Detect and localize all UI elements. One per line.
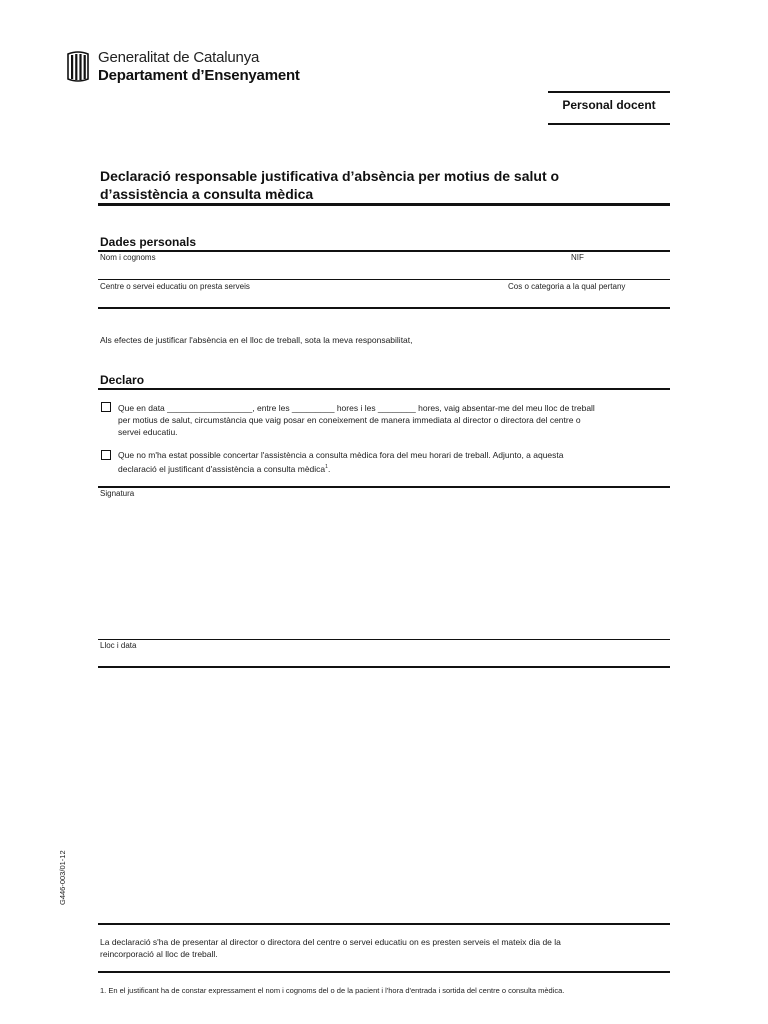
- health-absence-line-2: per motius de salut, circumstància que vaig posar en coneixement de manera immediata al director o directora del centre o: [118, 415, 581, 425]
- place-date-rule: [98, 666, 670, 668]
- declaro-heading-rule: [98, 388, 670, 390]
- form-title: [100, 167, 660, 203]
- personal-heading-rule: [98, 250, 670, 252]
- footnote-text: 1. En el justificant ha de constar expressament el nom i cognoms del o de la pacient i l'hora d'entrada i sortida del centre o consulta mèdica.: [100, 986, 565, 995]
- health-absence-checkbox[interactable]: [101, 402, 111, 412]
- category-field-label: Cos o categoria a la qual pertany: [508, 282, 626, 291]
- footer-note: [100, 936, 668, 960]
- place-date-label: Lloc i data: [100, 641, 137, 650]
- signature-area[interactable]: [100, 500, 668, 636]
- medical-appointment-text: [118, 449, 670, 475]
- title-line-1: Declaració responsable justificativa d’absència per motius de salut o: [100, 168, 560, 184]
- name-row-rule: [98, 279, 670, 280]
- medical-appointment-line-2-text: declaració el justificant d'assistència a consulta mèdica: [118, 463, 326, 474]
- place-date-field[interactable]: [100, 651, 668, 665]
- medical-appointment-line-1: Que no m'ha estat possible concertar l'assistència a consulta mèdica fora del meu horari de treball. Adjunto, a aquesta: [118, 450, 564, 460]
- catalan-flag-logo-icon: [64, 51, 92, 83]
- tag-bottom-rule: [548, 123, 670, 125]
- intro-text: Als efectes de justificar l'absència en el lloc de treball, sota la meva responsabilitat,: [100, 335, 413, 345]
- form-code: G446-003/01-12: [58, 850, 67, 905]
- centre-field[interactable]: [100, 291, 500, 306]
- department-name: Departament d’Ensenyament: [98, 67, 300, 84]
- footer-bottom-rule: [98, 971, 670, 973]
- title-rule: [98, 203, 670, 206]
- health-absence-line-1: Que en data __________________, entre les _________ hores i les ________ hores, vaig absentar-me del meu lloc de treball: [118, 403, 595, 413]
- title-line-2: d’assistència a consulta mèdica: [100, 186, 314, 202]
- health-absence-line-3: servei educatiu.: [118, 427, 178, 437]
- name-field[interactable]: [100, 262, 570, 278]
- medical-appointment-line-2: [118, 461, 670, 475]
- signature-label: Signatura: [100, 489, 135, 498]
- footer-note-line-1: La declaració s'ha de presentar al director o directora del centre o servei educatiu on es presten serveis el mateix dia de la: [100, 937, 561, 947]
- org-name: Generalitat de Catalunya: [98, 49, 260, 66]
- nif-field[interactable]: [571, 262, 669, 278]
- medical-appointment-line-2-end: .: [327, 463, 331, 474]
- footer-top-rule: [98, 923, 670, 925]
- footer-note-line-2: reincorporació al lloc de treball.: [100, 949, 218, 959]
- nif-field-label: NIF: [571, 253, 584, 262]
- centre-field-label: Centre o servei educatiu on presta serveis: [100, 282, 250, 291]
- declaro-heading: Declaro: [100, 373, 145, 387]
- name-field-label: Nom i cognoms: [100, 253, 156, 262]
- tag-top-rule: [548, 91, 670, 93]
- personal-data-heading: Dades personals: [100, 235, 197, 249]
- personal-section-rule: [98, 307, 670, 309]
- category-field[interactable]: [508, 291, 668, 306]
- declaro-section-rule: [98, 486, 670, 488]
- medical-appointment-checkbox[interactable]: [101, 450, 111, 460]
- footnote-reference: 1: [325, 464, 328, 470]
- signature-rule: [98, 639, 670, 640]
- personnel-tag: Personal docent: [562, 98, 656, 112]
- health-absence-text: [118, 402, 670, 438]
